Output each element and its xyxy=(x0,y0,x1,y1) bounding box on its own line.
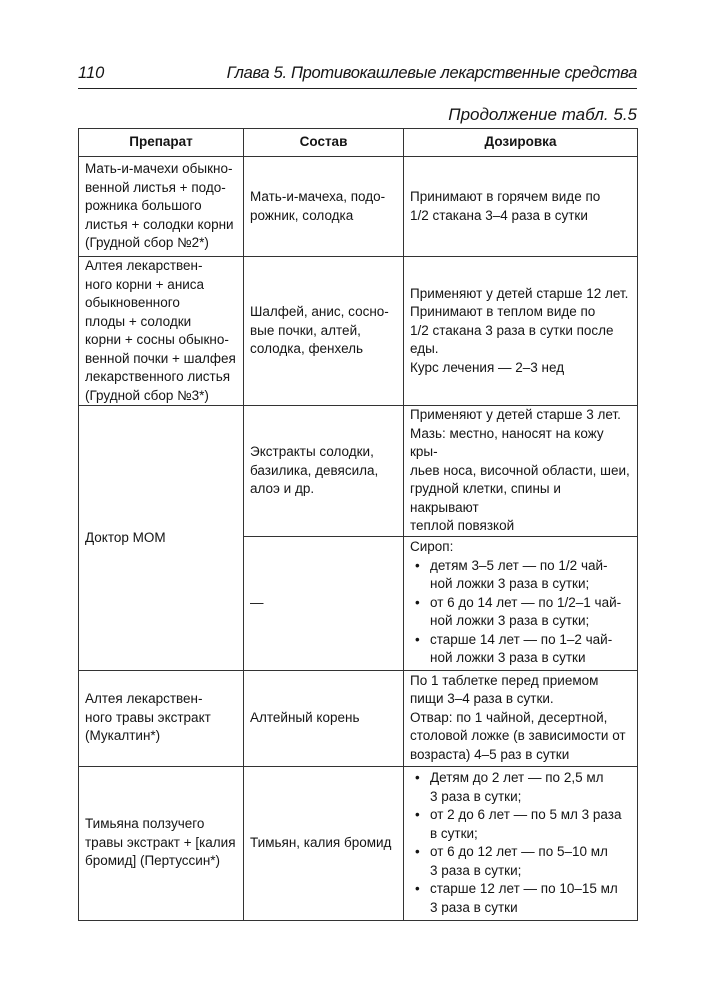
composition-cell: Алтейный корень xyxy=(244,670,404,766)
table-row xyxy=(79,406,638,537)
list-item: • от 6 до 12 лет — по 5–10 мл 3 раза в сутки; xyxy=(410,843,631,880)
page-number: 110 xyxy=(78,64,105,82)
list-item: • детям 3–5 лет — по 1/2 чай- ной ложки 3 раза в сутки; xyxy=(410,557,631,594)
table-row xyxy=(79,257,638,406)
dosage-cell xyxy=(404,766,638,920)
composition-cell: Экстракты солодки, базилика, девясила, алоэ и др. xyxy=(244,406,404,537)
preparation-cell: Алтея лекарствен- ного травы экстракт (Мукалтин*) xyxy=(79,670,244,766)
composition-cell: Шалфей, анис, сосно- вые почки, алтей, солодка, фенхель xyxy=(244,257,404,406)
column-header-preparation: Препарат xyxy=(79,129,244,157)
drug-table xyxy=(78,128,638,921)
dosage-intro: Сироп: xyxy=(410,539,454,555)
list-item: • от 2 до 6 лет — по 5 мл 3 раза в сутки; xyxy=(410,806,631,843)
table-header-row xyxy=(79,129,638,157)
preparation-cell: Тимьяна ползучего травы экстракт + [калия бромид] (Пертуссин*) xyxy=(79,766,244,920)
list-item: • от 6 до 14 лет — по 1/2–1 чай- ной ложки 3 раза в сутки; xyxy=(410,594,631,631)
dosage-cell: Применяют у детей старше 12 лет. Принимают в теплом виде по 1/2 стакана 3 раза в сутки после еды. Курс лечения — 2–3 нед xyxy=(404,257,638,406)
table-row xyxy=(79,670,638,766)
preparation-cell: Алтея лекарствен- ного корни + аниса обыкновенного плоды + солодки корни + сосны обыкно- венной почки + шалфея лекарственного листья (Грудной сбор №3*) xyxy=(79,257,244,406)
table-row xyxy=(79,157,638,257)
list-item: • старше 12 лет — по 10–15 мл 3 раза в сутки xyxy=(410,880,631,917)
list-item: • старше 14 лет — по 1–2 чай- ной ложки 3 раза в сутки xyxy=(410,631,631,668)
column-header-dosage: Дозировка xyxy=(404,129,638,157)
dosage-list xyxy=(410,769,631,917)
list-item: • Детям до 2 лет — по 2,5 мл 3 раза в сутки; xyxy=(410,769,631,806)
table-caption: Продолжение табл. 5.5 xyxy=(448,105,637,124)
dosage-cell: Принимают в горячем виде по 1/2 стакана 3–4 раза в сутки xyxy=(404,157,638,257)
composition-cell: — xyxy=(244,536,404,670)
table-row xyxy=(79,766,638,920)
dosage-cell: По 1 таблетке перед приемом пищи 3–4 раза в сутки. Отвар: по 1 чайной, десертной, столовой ложке (в зависимости от возраста) 4–5 раз в сутки xyxy=(404,670,638,766)
preparation-cell: Мать-и-мачехи обыкно- венной листья + подо- рожника большого листья + солодки корни (Грудной сбор №2*) xyxy=(79,157,244,257)
chapter-title: Глава 5. Противокашлевые лекарственные средства xyxy=(226,64,637,82)
preparation-cell: Доктор МОМ xyxy=(79,406,244,671)
composition-cell: Тимьян, калия бромид xyxy=(244,766,404,920)
dosage-cell: Применяют у детей старше 3 лет. Мазь: местно, наносят на кожу кры- льев носа, височной области, шеи, грудной клетки, спины и накрывают теплой повязкой xyxy=(404,406,638,537)
dosage-cell xyxy=(404,536,638,670)
running-header xyxy=(78,58,637,89)
column-header-composition: Состав xyxy=(244,129,404,157)
dosage-list xyxy=(410,557,631,668)
composition-cell: Мать-и-мачеха, подо- рожник, солодка xyxy=(244,157,404,257)
